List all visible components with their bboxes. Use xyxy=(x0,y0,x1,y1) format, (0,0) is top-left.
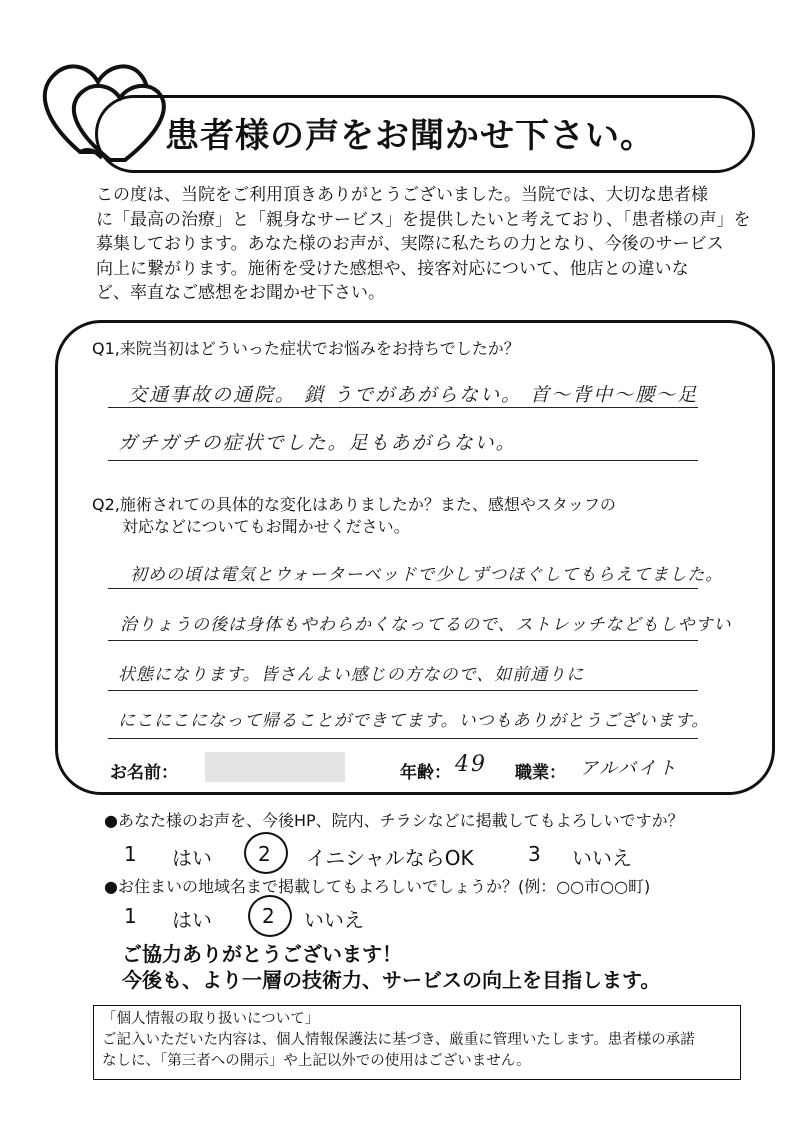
consent2-option-num: 1 xyxy=(124,904,137,928)
intro-line: に「最高の治療」と「親身なサービス」を提供したいと考えており、「患者様の声」を xyxy=(96,209,751,230)
intro-paragraph xyxy=(96,183,756,306)
q1-question: Q1,来院当初はどういった症状でお悩みをお持ちでしたか？ xyxy=(92,339,520,358)
page-title: 患者様の声をお聞かせ下さい。 xyxy=(165,116,655,156)
q2-question-line2: 対応などについてもお聞かせください。 xyxy=(122,517,410,536)
q1-answer-line: 交通事故の通院。 鎖 うでがあがらない。 首〜背中〜腰〜足 xyxy=(128,384,699,406)
consent1-option-num: 3 xyxy=(528,842,541,866)
intro-line: 向上に繋がります。施術を受けた感想や、接客対応について、他店との違いな xyxy=(96,258,689,279)
consent1-option-label: イニシャルならOK xyxy=(306,846,474,870)
q2-answer-line: にこにこになって帰ることができてます。いつもありがとうございます。 xyxy=(118,711,710,731)
name-label: お名前： xyxy=(110,763,178,783)
consent1-question: ●あなた様のお声を、今後HP、院内、チラシなどに掲載してもよろしいですか？ xyxy=(104,811,684,830)
consent1-option-num: 1 xyxy=(124,842,137,866)
privacy-heading: 「個人情報の取り扱いについて」 xyxy=(102,1011,320,1027)
consent1-option-num: 2 xyxy=(258,842,271,866)
consent2-option-label: はい xyxy=(172,908,212,932)
intro-line: この度は、当院をご利用頂きありがとうございました。当院では、大切な患者様 xyxy=(96,185,708,205)
answer-rule xyxy=(108,407,698,408)
age-label: 年齢： xyxy=(400,763,451,783)
privacy-line: ご記入いただいた内容は、個人情報保護法に基づき、厳重に管理いたします。患者様の承諾 xyxy=(102,1032,695,1048)
q2-question-line1: Q2,施術されての具体的な変化はありましたか？また、感想やスタッフの xyxy=(92,495,616,514)
consent2-option-label: いいえ xyxy=(304,908,364,932)
q2-answer-line: 初めの頃は電気とウォーターベッドで少しずつほぐしてもらえてました。 xyxy=(130,565,724,585)
answer-rule xyxy=(108,588,698,589)
privacy-line: なしに、「第三者への開示」や上記以外での使用はございません。 xyxy=(102,1053,531,1069)
answer-rule xyxy=(108,460,698,461)
name-redacted-box xyxy=(205,752,345,782)
privacy-notice xyxy=(93,1005,741,1080)
q2-answer-line: 治りょうの後は身体もやわらかくなってるので、ストレッチなどもしやすい xyxy=(120,615,732,635)
job-label: 職業： xyxy=(515,763,566,783)
answer-rule xyxy=(108,738,698,739)
thanks-line: 今後も、より一層の技術力、サービスの向上を目指します。 xyxy=(122,968,661,992)
q2-answer-line: 状態になります。皆さんよい感じの方なので、如前通りに xyxy=(118,665,585,685)
consent2-option-num: 2 xyxy=(262,904,275,928)
thanks-line: ご協力ありがとうございます！ xyxy=(122,942,402,966)
consent1-option-label: はい xyxy=(172,846,212,870)
consent1-option-label: いいえ xyxy=(572,846,632,870)
age-value: 49 xyxy=(455,752,487,777)
intro-line: ど、率直なご感想をお聞かせ下さい。 xyxy=(96,283,385,303)
q1-answer-line: ガチガチの症状でした。足もあがらない。 xyxy=(118,432,517,454)
job-value: アルバイト xyxy=(580,758,679,779)
consent2-question: ●お住まいの地域名まで掲載してもよろしいでしょうか？(例：○○市○○町) xyxy=(104,877,651,896)
intro-line: 募集しております。あなた様のお声が、実際に私たちの力となり、今後のサービス xyxy=(96,234,724,254)
answer-rule xyxy=(108,690,698,691)
answer-rule xyxy=(108,640,698,641)
